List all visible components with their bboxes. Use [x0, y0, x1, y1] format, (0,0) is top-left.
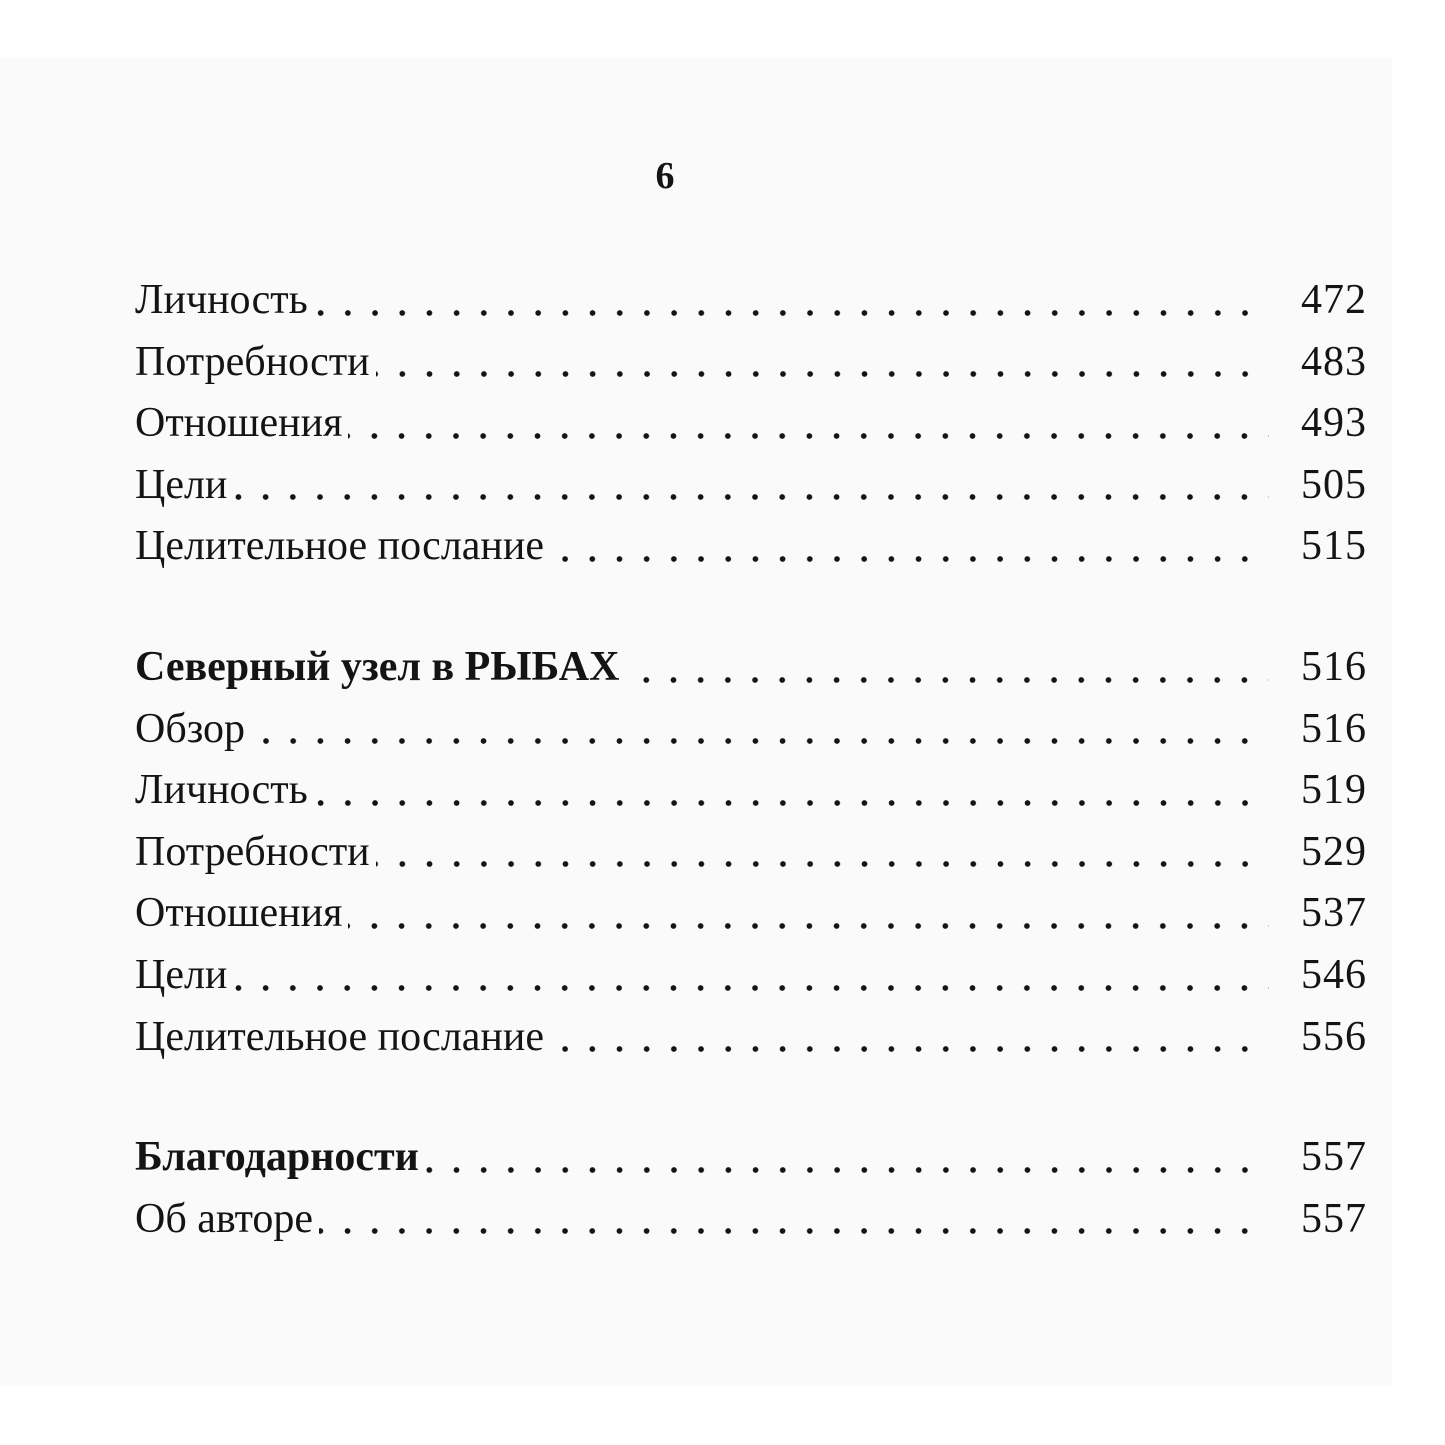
toc-entry-title: Целительное послание — [135, 1013, 545, 1060]
toc-entry[interactable] — [135, 332, 1367, 394]
dot-leader — [233, 945, 1269, 1007]
toc-entry-title: Потребности — [135, 338, 370, 385]
toc-entry-title: Личность — [135, 277, 308, 323]
toc-entry-title: Целительное послание — [135, 523, 545, 570]
toc-entry-title: Цели — [135, 951, 228, 998]
toc-entry-title: Отношения — [135, 400, 343, 447]
dot-leader — [314, 760, 1269, 822]
toc-entry-title: Северный узел в РЫБАХ — [135, 644, 620, 690]
dot-leader — [376, 332, 1269, 394]
toc-entry-page: 557 — [1301, 1195, 1367, 1242]
toc-entry-title: Обзор — [135, 705, 246, 752]
toc-entry-page: 515 — [1301, 523, 1367, 570]
dot-leader — [425, 1127, 1269, 1189]
toc-entry-title: Личность — [135, 767, 308, 814]
toc-entry-page: 483 — [1301, 338, 1367, 385]
dot-leader — [233, 455, 1269, 517]
toc-entry[interactable] — [135, 1189, 1367, 1251]
toc-entry-title: Об авторе — [135, 1195, 314, 1242]
toc-entry-page: 472 — [1301, 277, 1367, 323]
toc-entry-page: 546 — [1301, 951, 1367, 998]
toc-entry-title: Отношения — [135, 890, 343, 937]
toc-entry[interactable] — [135, 270, 1367, 332]
dot-leader — [550, 1007, 1269, 1069]
toc-entry-page: 557 — [1301, 1134, 1367, 1180]
toc-entry[interactable] — [135, 1007, 1367, 1069]
toc-entry-page: 537 — [1301, 890, 1367, 937]
toc-entry-title: Цели — [135, 461, 228, 508]
toc-entry-title: Благодарности — [135, 1134, 419, 1180]
toc-group — [135, 270, 1367, 578]
toc-entry-title: Потребности — [135, 828, 370, 875]
toc-entry-page: 519 — [1301, 767, 1367, 814]
toc-entry-page: 529 — [1301, 828, 1367, 875]
toc-entry-page: 516 — [1301, 705, 1367, 752]
toc-entry-page: 493 — [1301, 400, 1367, 447]
dot-leader — [348, 883, 1269, 945]
dot-leader — [319, 1189, 1269, 1251]
toc-entry-page: 556 — [1301, 1013, 1367, 1060]
dot-leader — [625, 637, 1269, 699]
dot-leader — [550, 516, 1269, 578]
toc-entry-page: 516 — [1301, 644, 1367, 690]
toc-entry[interactable] — [135, 699, 1367, 761]
toc-group — [135, 1127, 1367, 1250]
toc-entry[interactable] — [135, 516, 1367, 578]
toc-section-heading[interactable] — [135, 1127, 1367, 1189]
toc-entry[interactable] — [135, 393, 1367, 455]
dot-leader — [376, 822, 1269, 884]
toc-entry[interactable] — [135, 455, 1367, 517]
dot-leader — [348, 393, 1269, 455]
toc-entry[interactable] — [135, 760, 1367, 822]
dot-leader — [251, 699, 1269, 761]
toc-entry[interactable] — [135, 822, 1367, 884]
dot-leader — [314, 270, 1269, 332]
page-number: 6 — [655, 155, 675, 197]
toc-group — [135, 637, 1367, 1068]
toc-entry[interactable] — [135, 883, 1367, 945]
toc-entry-page: 505 — [1301, 461, 1367, 508]
toc-section-heading[interactable] — [135, 637, 1367, 699]
book-page — [0, 58, 1392, 1386]
toc-entry[interactable] — [135, 945, 1367, 1007]
